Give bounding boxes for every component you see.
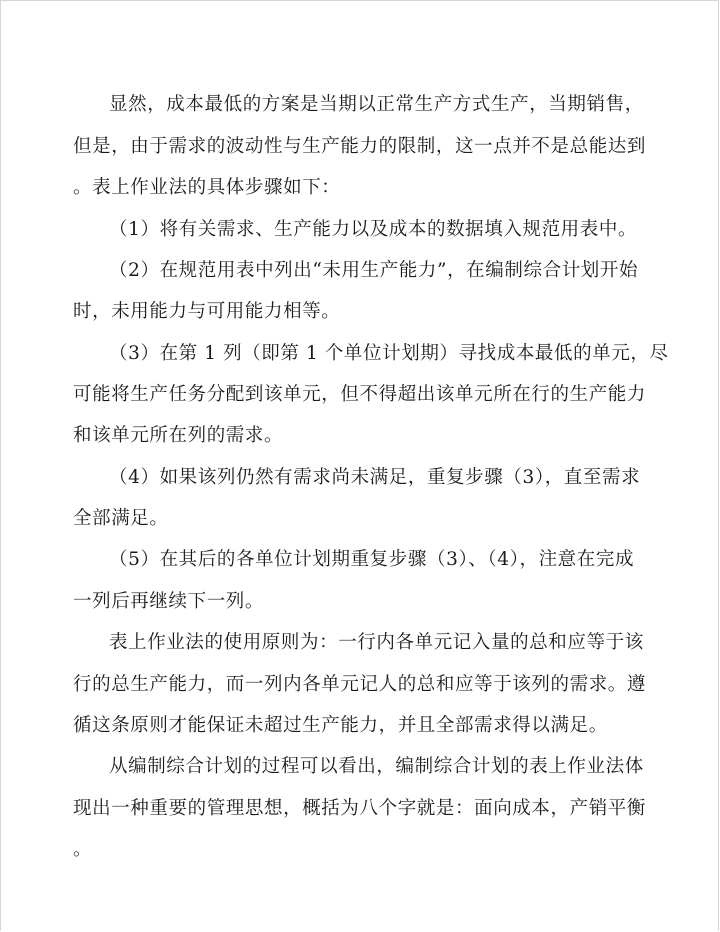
principle-line-2: 行的总生产能力，而一列内各单元记人的总和应等于该列的需求。遵 bbox=[73, 674, 647, 695]
step-5-line-2: 一列后再继续下一列。 bbox=[73, 591, 265, 612]
step-2-line-2: 时，未用能力与可用能力相等。 bbox=[73, 301, 341, 322]
step-4-line-1: （4）如果该列仍然有需求尚未满足，重复步骤（3），直至需求 bbox=[109, 467, 641, 488]
page-top-border bbox=[1, 0, 718, 1]
principle-line-3: 循这条原则才能保证未超过生产能力，并且全部需求得以满足。 bbox=[73, 715, 608, 736]
conclusion-line-2: 现出一种重要的管理思想，概括为八个字就是：面向成本，产销平衡 bbox=[73, 798, 647, 819]
conclusion-line-1: 从编制综合计划的过程可以看出，编制综合计划的表上作业法体 bbox=[109, 756, 644, 777]
step-3-line-2: 可能将生产任务分配到该单元，但不得超出该单元所在行的生产能力 bbox=[73, 384, 647, 405]
step-1-line-1: （1）将有关需求、生产能力以及成本的数据填入规范用表中。 bbox=[109, 219, 638, 240]
paragraph-1-line-3: 。表上作业法的具体步骤如下： bbox=[73, 177, 341, 198]
paragraph-1-line-2: 但是，由于需求的波动性与生产能力的限制，这一点并不是总能达到 bbox=[73, 136, 647, 157]
principle-line-1: 表上作业法的使用原则为：一行内各单元记入量的总和应等于该 bbox=[109, 632, 644, 653]
step-4-line-2: 全部满足。 bbox=[73, 508, 169, 529]
step-3-line-3: 和该单元所在列的需求。 bbox=[73, 425, 284, 446]
paragraph-1-line-1: 显然，成本最低的方案是当期以正常生产方式生产，当期销售， bbox=[109, 94, 644, 115]
step-2-line-1: （2）在规范用表中列出“未用生产能力”，在编制综合计划开始 bbox=[109, 260, 639, 281]
step-3-line-1: （3）在第 1 列（即第 1 个单位计划期）寻找成本最低的单元，尽 bbox=[109, 343, 669, 364]
step-5-line-1: （5）在其后的各单位计划期重复步骤（3）、（4），注意在完成 bbox=[109, 549, 635, 570]
conclusion-line-3: 。 bbox=[73, 839, 93, 860]
